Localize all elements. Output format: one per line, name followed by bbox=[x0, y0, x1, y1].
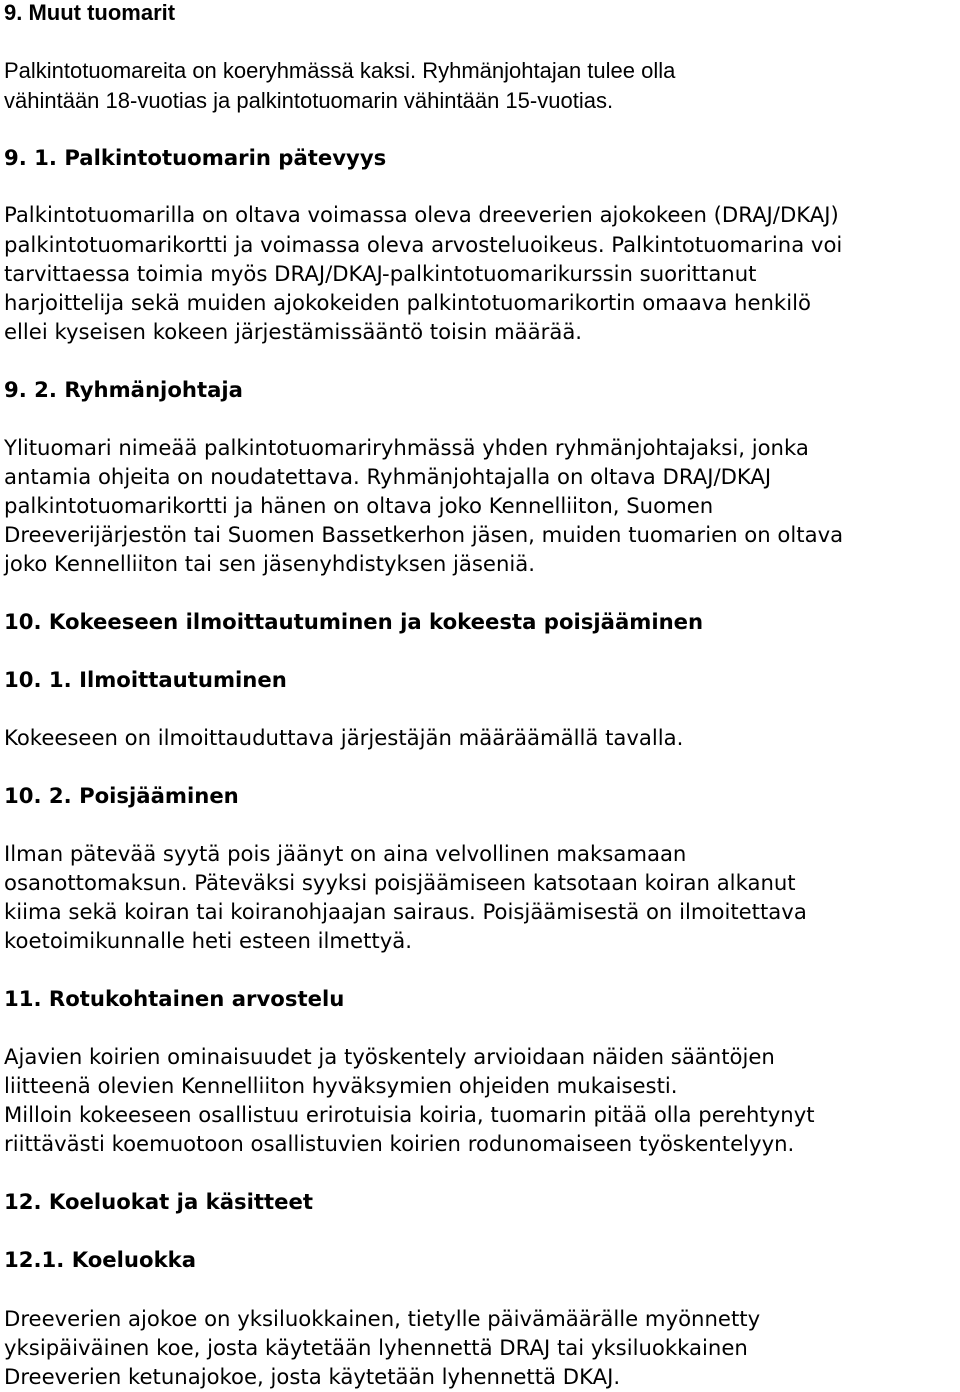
section-heading-10: 10. Kokeeseen ilmoittautuminen ja kokeesta poisjääminen bbox=[4, 609, 704, 634]
text-line: palkintotuomarikortti ja voimassa oleva arvosteluoikeus. Palkintotuomarina voi bbox=[4, 232, 843, 257]
text-line: Kokeeseen on ilmoittauduttava järjestäjän määräämällä tavalla. bbox=[4, 725, 684, 750]
text-line: antamia ohjeita on noudatettava. Ryhmänjohtajalla on oltava DRAJ/DKAJ bbox=[4, 464, 772, 489]
text-line: riittävästi koemuotoon osallistuvien koirien rodunomaiseen työskentelyyn. bbox=[4, 1131, 795, 1156]
section-heading-12: 12. Koeluokat ja käsitteet bbox=[4, 1189, 313, 1214]
section-heading-10-1: 10. 1. Ilmoittautuminen bbox=[4, 667, 287, 692]
text-line: Dreeverien ajokoe on yksiluokkainen, tietylle päivämäärälle myönnetty bbox=[4, 1306, 761, 1331]
text-line: Milloin kokeeseen osallistuu erirotuisia koiria, tuomarin pitää olla perehtynyt bbox=[4, 1102, 815, 1127]
section-heading-11: 11. Rotukohtainen arvostelu bbox=[4, 986, 345, 1011]
text-line: Ajavien koirien ominaisuudet ja työskentely arvioidaan näiden sääntöjen bbox=[4, 1044, 775, 1069]
section-heading-9-2: 9. 2. Ryhmänjohtaja bbox=[4, 377, 243, 402]
text-line: Dreeverien ketunajokoe, josta käytetään lyhennettä DKAJ. bbox=[4, 1364, 621, 1389]
text-line: Ilman pätevää syytä pois jäänyt on aina velvollinen maksamaan bbox=[4, 841, 687, 866]
text-line: vähintään 18-vuotias ja palkintotuomarin vähintään 15-vuotias. bbox=[4, 88, 614, 113]
section-heading-9: 9. Muut tuomarit bbox=[4, 0, 176, 25]
text-line: palkintotuomarikortti ja hänen on oltava joko Kennelliiton, Suomen bbox=[4, 493, 714, 518]
text-line: osanottomaksun. Päteväksi syyksi poisjäämiseen katsotaan koiran alkanut bbox=[4, 870, 796, 895]
text-line: harjoittelija sekä muiden ajokokeiden palkintotuomarikortin omaava henkilö bbox=[4, 290, 811, 315]
text-line: ellei kyseisen kokeen järjestämissääntö toisin määrää. bbox=[4, 319, 583, 344]
text-line: tarvittaessa toimia myös DRAJ/DKAJ-palkintotuomarikurssin suorittanut bbox=[4, 261, 757, 286]
text-line: Palkintotuomarilla on oltava voimassa oleva dreeverien ajokokeen (DRAJ/DKAJ) bbox=[4, 202, 839, 227]
text-line: koetoimikunnalle heti esteen ilmettyä. bbox=[4, 928, 412, 953]
text-line: Ylituomari nimeää palkintotuomariryhmässä yhden ryhmänjohtajaksi, jonka bbox=[4, 435, 809, 460]
text-line: Palkintotuomareita on koeryhmässä kaksi. Ryhmänjohtajan tulee olla bbox=[4, 58, 676, 83]
section-heading-12-1: 12.1. Koeluokka bbox=[4, 1247, 197, 1272]
text-line: yksipäiväinen koe, josta käytetään lyhennettä DRAJ tai yksiluokkainen bbox=[4, 1335, 748, 1360]
section-heading-10-2: 10. 2. Poisjääminen bbox=[4, 783, 239, 808]
text-line: liitteenä olevien Kennelliiton hyväksymien ohjeiden mukaisesti. bbox=[4, 1073, 678, 1098]
text-line: joko Kennelliiton tai sen jäsenyhdistyksen jäseniä. bbox=[4, 551, 536, 576]
text-line: kiima sekä koiran tai koiranohjaajan sairaus. Poisjäämisestä on ilmoitettava bbox=[4, 899, 807, 924]
section-heading-9-1: 9. 1. Palkintotuomarin pätevyys bbox=[4, 145, 387, 170]
text-line: Dreeverijärjestön tai Suomen Bassetkerhon jäsen, muiden tuomarien on oltava bbox=[4, 522, 844, 547]
